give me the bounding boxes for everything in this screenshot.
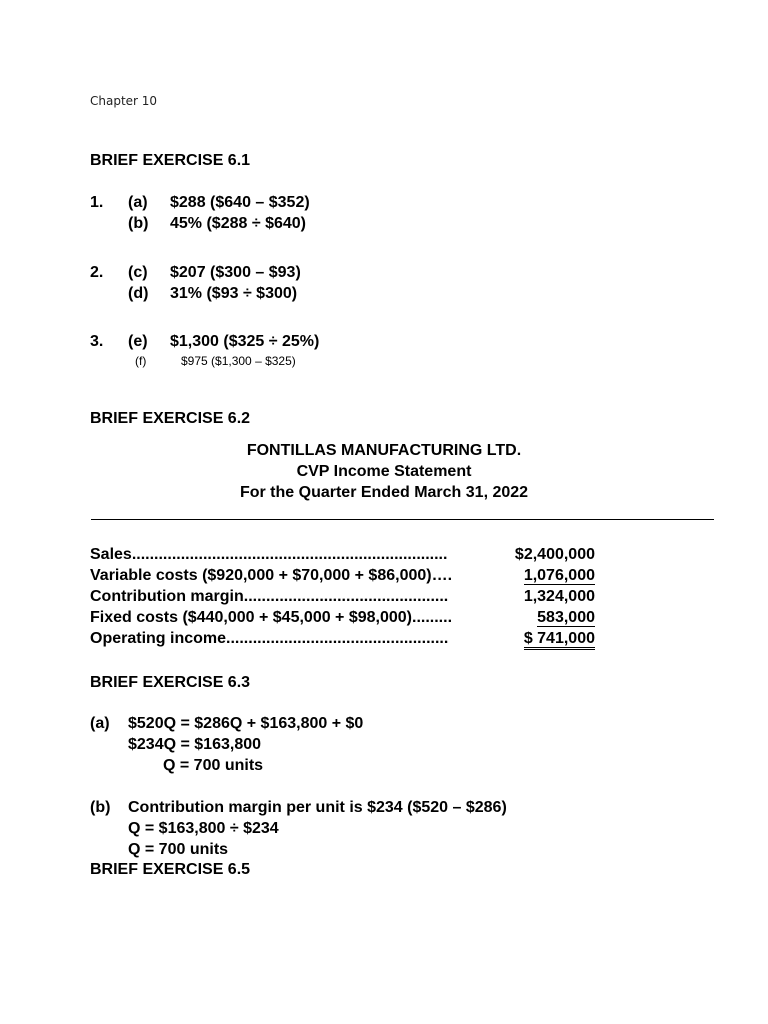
item-letter: (a) (128, 194, 148, 211)
item-answer: 31% ($93 ÷ $300) (170, 285, 298, 302)
part-letter: (b) (90, 799, 111, 816)
item-answer: $288 ($640 – $352) (170, 194, 310, 211)
item-number: 3. (90, 333, 104, 350)
row-label-fixed-costs: Fixed costs ($440,000 + $45,000 + $98,000)......... (90, 609, 453, 626)
equation-line: Q = 700 units (163, 757, 264, 774)
equation-line: $234Q = $163,800 (128, 736, 262, 753)
ex61-title: BRIEF EXERCISE 6.1 (90, 152, 251, 169)
ex63-title: BRIEF EXERCISE 6.3 (90, 674, 251, 691)
item-letter: (b) (128, 215, 149, 232)
row-amount-variable-costs: 1,076,000 (523, 567, 595, 584)
item-letter: (d) (128, 285, 149, 302)
item-answer: $1,300 ($325 ÷ 25%) (170, 333, 320, 350)
item-answer: $975 ($1,300 – $325) (181, 354, 296, 368)
item-answer: 45% ($288 ÷ $640) (170, 215, 306, 232)
row-amount-operating-income: $ 741,000 (485, 629, 595, 649)
row-amount-sales: $2,400,000 (514, 546, 595, 563)
row-amount-contribution-margin: 1,324,000 (523, 588, 595, 605)
item-number: 1. (90, 194, 104, 211)
row-amount-fixed-costs: 583,000 (537, 609, 595, 626)
part-letter: (a) (90, 715, 110, 732)
equation-line: $520Q = $286Q + $163,800 + $0 (128, 715, 364, 732)
chapter-header: Chapter 10 (90, 94, 158, 108)
statement-period: For the Quarter Ended March 31, 2022 (239, 484, 529, 501)
ex62-title: BRIEF EXERCISE 6.2 (90, 410, 251, 427)
ex65-title: BRIEF EXERCISE 6.5 (90, 861, 251, 878)
item-number: 2. (90, 264, 104, 281)
item-answer: $207 ($300 – $93) (170, 264, 301, 281)
row-label-operating-income: Operating income.................................................. (90, 630, 449, 647)
statement-title: CVP Income Statement (296, 463, 472, 480)
row-label-sales: Sales....................................................................... (90, 546, 448, 563)
header-rule (91, 519, 714, 520)
equation-line: Q = 700 units (128, 841, 229, 858)
item-letter: (c) (128, 264, 148, 281)
item-letter: (e) (128, 333, 148, 350)
equation-line: Contribution margin per unit is $234 ($520 – $286) (128, 799, 507, 816)
row-label-contribution-margin: Contribution margin.............................................. (90, 588, 449, 605)
row-label-variable-costs: Variable costs ($920,000 + $70,000 + $86,000)…. (90, 567, 453, 584)
equation-line: Q = $163,800 ÷ $234 (128, 820, 279, 837)
item-letter: (f) (135, 354, 147, 368)
company-name: FONTILLAS MANUFACTURING LTD. (246, 442, 522, 459)
